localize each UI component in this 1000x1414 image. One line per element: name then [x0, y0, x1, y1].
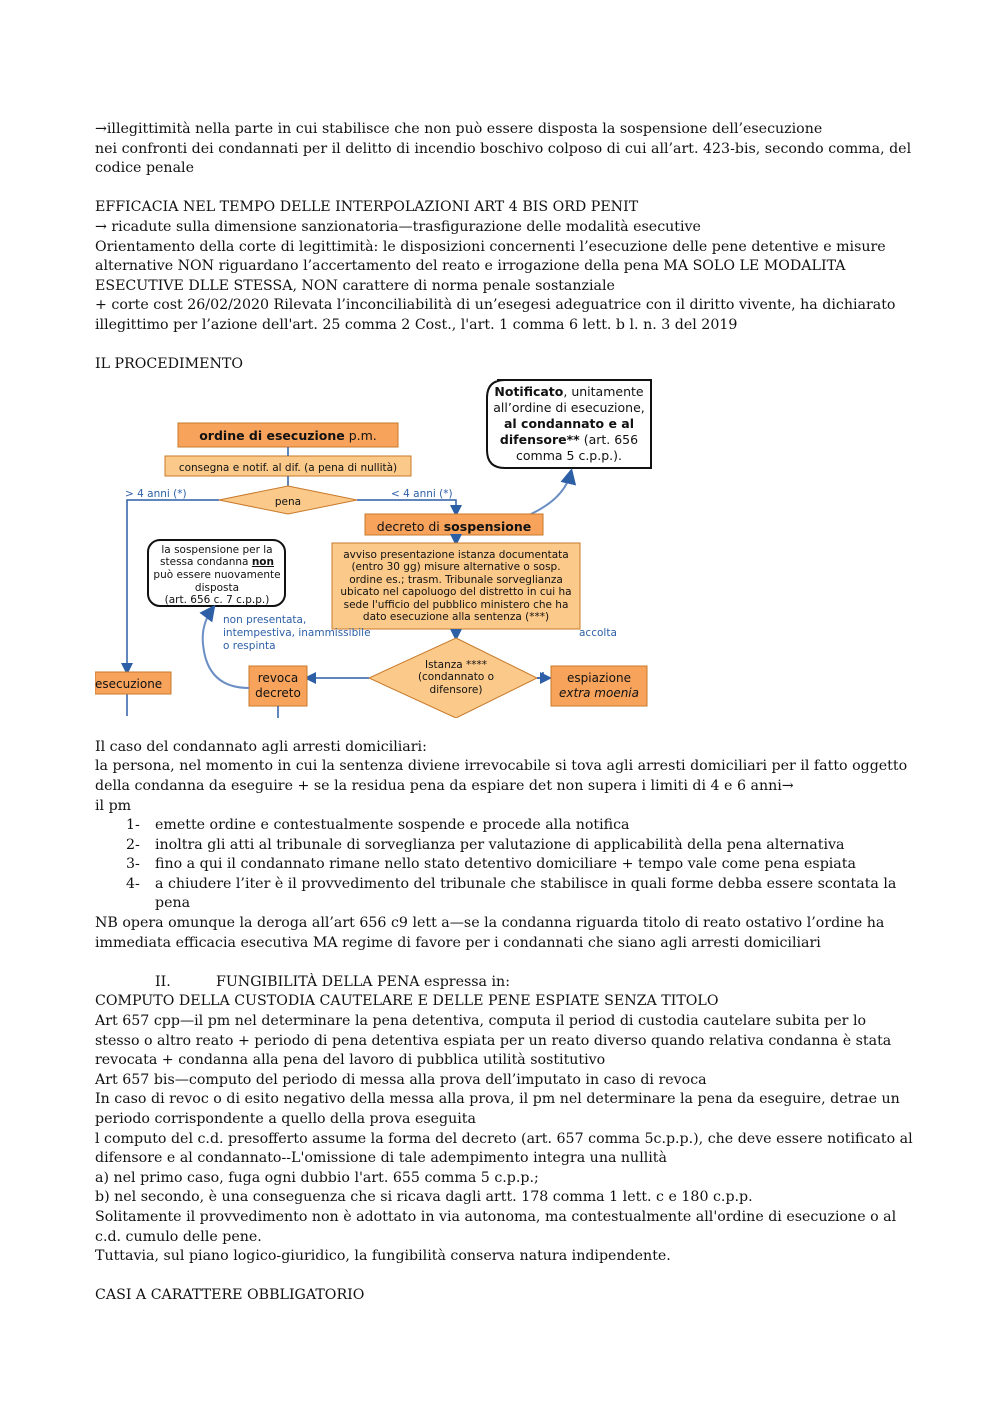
pm-steps-list [95, 816, 915, 914]
lt4-label: < 4 anni (*) [391, 487, 453, 500]
paragraph-il-pm: il pm [95, 797, 132, 814]
heading-procedimento: IL PROCEDIMENTO [95, 356, 243, 373]
paragraph-presofferto: l computo del c.d. presofferto assume la forma del decreto (art. 657 comma 5c.p.p.), che deve essere notificato al difensore e al condannato--L'omissione di tale adempimento integra una nullità [95, 1130, 913, 1167]
heading-fungibilita: II. FUNGIBILITÀ DELLA PENA espressa in: [155, 973, 510, 990]
consegna-label: consegna e notif. al dif. (a pena di nullità) [178, 461, 398, 474]
list-item: 1- emette ordine e contestualmente sospende e procede alla notifica [126, 817, 630, 834]
paragraph-illegittimita: →illegittimità nella parte in cui stabilisce che non può essere disposta la sospensione dell’esecuzione nei confronti dei condannati per il delitto di incendio boschivo colposo di cui all’art. 423-bis, secondo comma, del codice penale [95, 121, 912, 177]
paragraph-art657bis: Art 657 bis—computo del periodo di messa alla prova dell’imputato in caso di revoca [95, 1071, 707, 1088]
arrow-decreto-notificato [531, 472, 571, 514]
paragraph-caso-title: Il caso del condannato agli arresti domiciliari: [95, 738, 427, 755]
paragraph-ricadute: → ricadute sulla dimensione sanzionatoria—trasfigurazione delle modalità esecutive [95, 218, 701, 235]
avviso-text: avviso presentazione istanza documentata (entro 30 gg) misure alternative o sosp. ordine es.; trasm. Tribunale sorveglianza ubicato nel capoluogo del distretto in cui ha sede l'ufficio del pubblico ministero che ha dato esecuzione alla sentenza (***) [340, 548, 572, 624]
sospensione-note-text: la sospensione per la stessa condanna non può essere nuovamente disposta (art. 656 c. 7 c.p.p.) [153, 543, 281, 607]
decreto-label: decreto di sospensione [376, 518, 532, 534]
accolta-label: accolta [579, 626, 617, 639]
list-item: 4- a chiudere l’iter è il provvedimento del tribunale che stabilisce in quali forme debba essere scontata la pena [126, 875, 897, 912]
heading-computo: COMPUTO DELLA CUSTODIA CAUTELARE E DELLE PENE ESPIATE SENZA TITOLO [95, 993, 719, 1010]
paragraph-solitamente: Solitamente il provvedimento non è adottato in via autonoma, ma contestualmente all'ordine di esecuzione o al c.d. cumulo delle pene. [95, 1208, 897, 1245]
esecuzione-label: esecuzione [95, 676, 163, 691]
arrow-icon: → [95, 121, 107, 137]
paragraph-art657: Art 657 cpp—il pm nel determinare la pena detentiva, computa il period di custodia cautelare subita per lo stesso o altro reato + periodo di pena detentiva espiata per un reato diverso quando relativa condanna è stata revocata + condanna alla pena del lavoro di pubblica utilità sostitutivo [95, 1013, 892, 1069]
heading-casi-obbligatori: CASI A CARATTERE OBBLIGATORIO [95, 1287, 365, 1304]
gt4-label: > 4 anni (*) [125, 487, 187, 500]
ordine-label: ordine di esecuzione p.m. [199, 427, 377, 443]
paragraph-b-caso: b) nel secondo, è una conseguenza che si ricava dagli artt. 178 comma 1 lett. c e 180 c.p.p. [95, 1189, 753, 1206]
notificato-text: Notificato, unitamente all’ordine di esecuzione, al condannato e al difensore** (art. 656 comma 5 c.p.p.). [493, 383, 645, 463]
heading-efficacia: EFFICACIA NEL TEMPO DELLE INTERPOLAZIONI ART 4 BIS ORD PENIT [95, 199, 639, 216]
paragraph-corte-cost: + corte cost 26/02/2020 Rilevata l’inconciliabilità di un’esegesi adeguatrice con il diritto vivente, ha dichiarato illegittimo per l’azione dell'art. 25 comma 2 Cost., l'art. 1 comma 6 lett. b l. n. 3 del 2019 [95, 297, 896, 333]
paragraph-caso-text: la persona, nel momento in cui la sentenza diviene irrevocabile si tova agli arresti domiciliari per il fatto oggetto della condanna da eseguire + se la residua pena da espiare det non supera i limiti di 4 e 6 anni→ [95, 758, 908, 794]
flowchart-procedimento [95, 376, 655, 718]
paragraph-a-caso: a) nel primo caso, fuga ogni dubbio l'art. 655 comma 5 c.p.p.; [95, 1169, 539, 1186]
istanza-label: Istanza **** (condannato o difensore) [417, 658, 495, 696]
paragraph-orientamento: Orientamento della corte di legittimità: le disposizioni concernenti l’esecuzione delle pene detentive e misure alternative NON riguardano l’accertamento del reato e irrogazione della pena MA SOLO LE MODALITA ESECUTIVE DLLE STESSA, NON carattere di norma penale sostanziale [95, 238, 886, 294]
paragraph-nb: NB opera omunque la deroga all’art 656 c9 lett a—se la condanna riguarda titolo di reato ostativo l’ordine ha immediata efficacia esecutiva MA regime di favore per i condannati che siano agli arresti domiciliari [95, 915, 885, 951]
espiazione-label: espiazione extra moenia [559, 670, 639, 700]
paragraph-tuttavia: Tuttavia, sul piano logico-giuridico, la fungibilità conserva natura indipendente. [95, 1248, 671, 1265]
pena-label: pena [274, 495, 302, 508]
document-page [95, 120, 915, 1306]
list-item: 3- fino a qui il condannato rimane nello stato detentivo domiciliare + tempo vale come pena espiata [126, 856, 856, 873]
list-item: 2- inoltra gli atti al tribunale di sorveglianza per valutazione di applicabilità della pena alternativa [126, 836, 845, 853]
revoca-label: revoca decreto [255, 670, 301, 700]
paragraph-revoc: In caso di revoc o di esito negativo della messa alla prova, il pm nel determinare la pena da eseguire, detrae un periodo corrispondente a quello della prova eseguita [95, 1091, 900, 1127]
non-presentata-label: non presentata, intempestiva, inammissibile o respinta [223, 613, 371, 652]
